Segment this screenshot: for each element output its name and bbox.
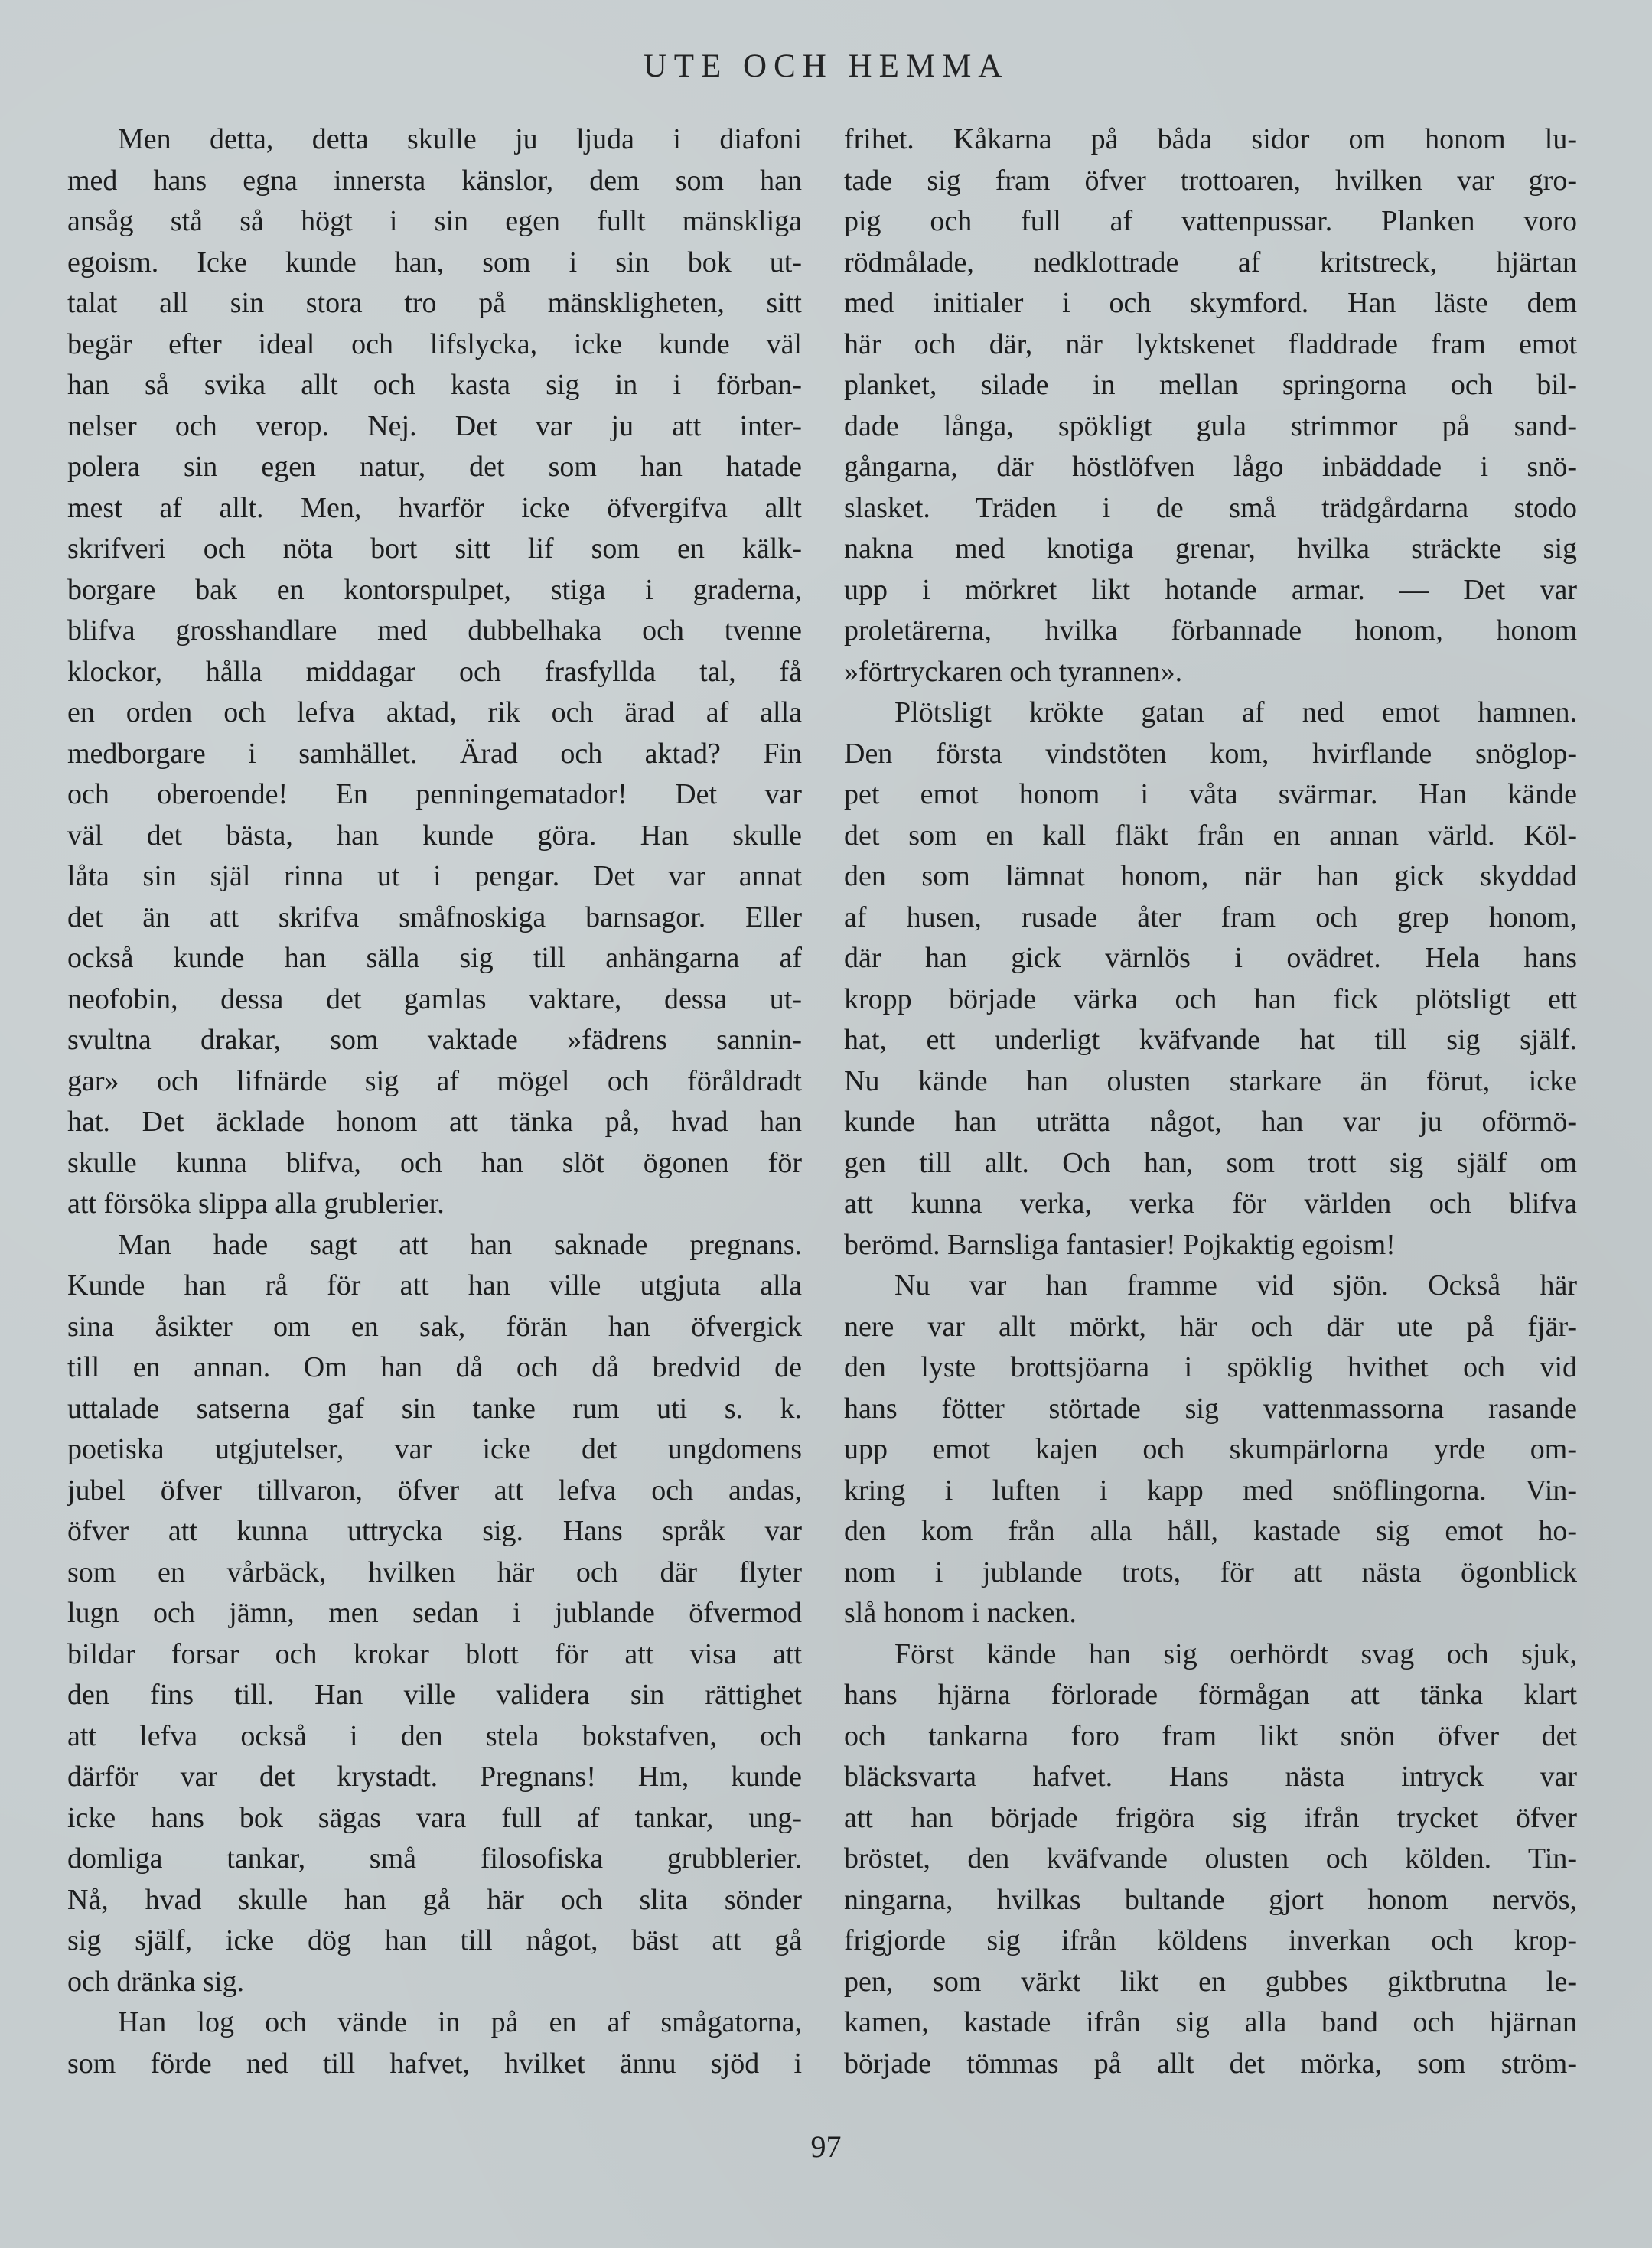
text-line: och dränka sig. — [67, 1965, 245, 1998]
text-line: pig och full af vattenpussar. Planken voro — [844, 205, 1577, 237]
text-line: också kunde han sälla sig till anhängarna af — [67, 942, 802, 974]
text-line: neofobin, dessa det gamlas vaktare, dessa ut- — [67, 982, 802, 1015]
text-line: skrifveri och nöta bort sitt lif som en kälk- — [67, 533, 802, 565]
text-line: att försöka slippa alla grublerier. — [67, 1188, 445, 1220]
text-line: pet emot honom i våta svärmar. Han kände — [844, 778, 1577, 810]
text-line: rödmålade, nedklottrade af kritstreck, hjärtan — [844, 246, 1577, 279]
text-line: gen till allt. Och han, som trott sig själf om — [844, 1146, 1577, 1179]
text-line: kropp började värka och han fick plötsligt ett — [844, 982, 1577, 1015]
text-column-right — [844, 119, 1577, 2084]
text-line: pen, som värkt likt en gubbes giktbrutna le- — [844, 1965, 1577, 1998]
text-line: med initialer i och skymford. Han läste dem — [844, 287, 1577, 319]
text-line: hans fötter störtade sig vattenmassorna rasande — [844, 1392, 1577, 1425]
text-line: tade sig fram öfver trottoaren, hvilken var gro- — [844, 164, 1577, 197]
text-line: dade långa, spökligt gula strimmor på sand- — [844, 409, 1577, 442]
text-line: med hans egna innersta känslor, dem som han — [67, 164, 802, 197]
text-line: icke hans bok sägas vara full af tankar, ung- — [67, 1801, 802, 1834]
text-line: frihet. Kåkarna på båda sidor om honom lu- — [844, 123, 1577, 155]
text-line: uttalade satserna gaf sin tanke rum uti s. k. — [67, 1392, 802, 1425]
text-line: gar» och lifnärde sig af mögel och föråldradt — [67, 1064, 802, 1097]
text-line: slå honom i nacken. — [844, 1597, 1077, 1629]
text-line: att kunna verka, verka för världen och blifva — [844, 1188, 1577, 1220]
text-line: den fins till. Han ville validera sin rättighet — [67, 1679, 802, 1711]
text-line: nom i jublande trots, för att nästa ögonblick — [844, 1556, 1577, 1588]
text-line: Först kände han sig oerhördt svag och sjuk, — [894, 1637, 1577, 1670]
text-line: kunde han uträtta något, han var ju oförmö- — [844, 1106, 1577, 1138]
page-number: 97 — [810, 2129, 842, 2164]
text-line: Nu var han framme vid sjön. Också här — [894, 1269, 1577, 1302]
text-line: Nå, hvad skulle han gå här och slita sönder — [67, 1883, 802, 1916]
text-line: Den första vindstöten kom, hvirflande snöglop- — [844, 737, 1577, 770]
text-line: egoism. Icke kunde han, som i sin bok ut- — [67, 246, 802, 279]
text-line: talat all sin stora tro på mänskligheten, sitt — [67, 287, 802, 319]
text-line: den lyste brottsjöarna i spöklig hvithet och vid — [844, 1351, 1577, 1383]
text-line: »förtryckaren och tyrannen». — [844, 655, 1183, 688]
text-line: sina åsikter om en sak, förän han öfvergick — [67, 1310, 802, 1343]
text-line: här och där, när lyktskenet fladdrade fram emot — [844, 327, 1577, 360]
text-line: som förde ned till hafvet, hvilket ännu sjöd i — [67, 2047, 802, 2080]
text-line: upp emot kajen och skumpärlorna yrde om- — [844, 1433, 1577, 1465]
text-line: ansåg stå så högt i sin egen fullt mänskliga — [67, 205, 802, 237]
text-line: sig själf, icke dög han till något, bäst att gå — [67, 1924, 802, 1956]
text-line: det som en kall fläkt från en annan värld. Köl- — [844, 819, 1577, 852]
text-line: som en vårbäck, hvilken här och där flyter — [67, 1556, 802, 1588]
text-line: skulle kunna blifva, och han slöt ögonen för — [67, 1146, 802, 1179]
text-line: Man hade sagt att han saknade pregnans. — [118, 1228, 802, 1261]
text-line: af husen, rusade åter fram och grep honom, — [844, 901, 1577, 933]
text-line: Nu kände han olusten starkare än förut, icke — [844, 1064, 1577, 1097]
text-line: bläcksvarta hafvet. Hans nästa intryck var — [844, 1761, 1577, 1793]
text-line: ningarna, hvilkas bultande gjort honom nervös, — [844, 1883, 1577, 1916]
text-line: mest af allt. Men, hvarför icke öfvergifva allt — [67, 491, 802, 524]
text-line: borgare bak en kontorspulpet, stiga i graderna, — [67, 573, 802, 606]
text-line: proletärerna, hvilka förbannade honom, honom — [844, 614, 1577, 647]
text-line: jubel öfver tillvaron, öfver att lefva och andas, — [67, 1474, 802, 1507]
text-line: gångarna, där höstlöfven lågo inbäddade i snö- — [844, 451, 1577, 483]
text-line: Han log och vände in på en af smågatorna, — [118, 2006, 802, 2038]
text-line: polera sin egen natur, det som han hatade — [67, 451, 802, 483]
text-line: att han började frigöra sig ifrån trycket öfver — [844, 1801, 1577, 1834]
text-line: hat, ett underligt kväfvande hat till sig själf. — [844, 1024, 1577, 1056]
text-line: blifva grosshandlare med dubbelhaka och tvenne — [67, 614, 802, 647]
text-line: bildar forsar och krokar blott för att visa att — [67, 1637, 802, 1670]
text-line: en orden och lefva aktad, rik och ärad af alla — [67, 696, 802, 728]
running-title: UTE OCH HEMMA — [643, 48, 1009, 84]
text-line: medborgare i samhället. Ärad och aktad? Fin — [67, 737, 802, 770]
text-line: kring i luften i kapp med snöflingorna. Vin- — [844, 1474, 1577, 1507]
text-line: Plötsligt krökte gatan af ned emot hamnen. — [894, 696, 1577, 728]
text-line: låta sin själ rinna ut i pengar. Det var annat — [67, 860, 802, 892]
text-line: Kunde han rå för att han ville utgjuta alla — [67, 1269, 802, 1302]
text-line: nere var allt mörkt, här och där ute på fjär- — [844, 1310, 1577, 1343]
text-line: det än att skrifva småfnoskiga barnsagor. Eller — [67, 901, 802, 933]
text-line: den som lämnat honom, när han gick skyddad — [844, 860, 1577, 892]
text-line: planket, silade in mellan springorna och bil- — [844, 369, 1577, 401]
text-line: frigjorde sig ifrån köldens inverkan och krop- — [844, 1924, 1577, 1956]
text-line: domliga tankar, små filosofiska grubblerier. — [67, 1842, 802, 1875]
text-column-left — [67, 119, 802, 2084]
text-line: klockor, hålla middagar och frasfyllda tal, få — [67, 655, 802, 688]
text-line: bröstet, den kväfvande olusten och kölden. Tin- — [844, 1842, 1577, 1875]
text-line: han så svika allt och kasta sig in i förban- — [67, 369, 802, 401]
text-line: till en annan. Om han då och då bredvid de — [67, 1351, 802, 1383]
text-line: och tankarna foro fram likt snön öfver det — [844, 1719, 1577, 1752]
text-line: poetiska utgjutelser, var icke det ungdomens — [67, 1433, 802, 1465]
text-line: begär efter ideal och lifslycka, icke kunde väl — [67, 327, 802, 360]
text-line: öfver att kunna uttrycka sig. Hans språk var — [67, 1515, 802, 1547]
text-line: därför var det krystadt. Pregnans! Hm, kunde — [67, 1761, 802, 1793]
text-line: Men detta, detta skulle ju ljuda i diafoni — [118, 123, 802, 155]
text-line: kamen, kastade ifrån sig alla band och hjärnan — [844, 2006, 1577, 2038]
text-line: den kom från alla håll, kastade sig emot ho- — [844, 1515, 1577, 1547]
text-line: började tömmas på allt det mörka, som ström- — [844, 2047, 1577, 2080]
text-line: berömd. Barnsliga fantasier! Pojkaktig egoism! — [844, 1228, 1396, 1261]
text-line: nelser och verop. Nej. Det var ju att inter- — [67, 409, 802, 442]
text-line: att lefva också i den stela bokstafven, och — [67, 1719, 802, 1752]
text-line: där han gick värnlös i ovädret. Hela hans — [844, 942, 1577, 974]
text-line: upp i mörkret likt hotande armar. — Det var — [844, 573, 1577, 606]
text-line: hat. Det äcklade honom att tänka på, hvad han — [67, 1106, 802, 1138]
text-line: slasket. Träden i de små trädgårdarna stodo — [844, 491, 1577, 524]
text-line: svultna drakar, som vaktade »fädrens sannin- — [67, 1024, 802, 1056]
text-line: nakna med knotiga grenar, hvilka sträckte sig — [844, 533, 1577, 565]
text-line: lugn och jämn, men sedan i jublande öfvermod — [67, 1597, 802, 1629]
text-line: hans hjärna förlorade förmågan att tänka klart — [844, 1679, 1577, 1711]
text-line: och oberoende! En penningematador! Det var — [67, 778, 802, 810]
text-line: väl det bästa, han kunde göra. Han skulle — [67, 819, 802, 852]
